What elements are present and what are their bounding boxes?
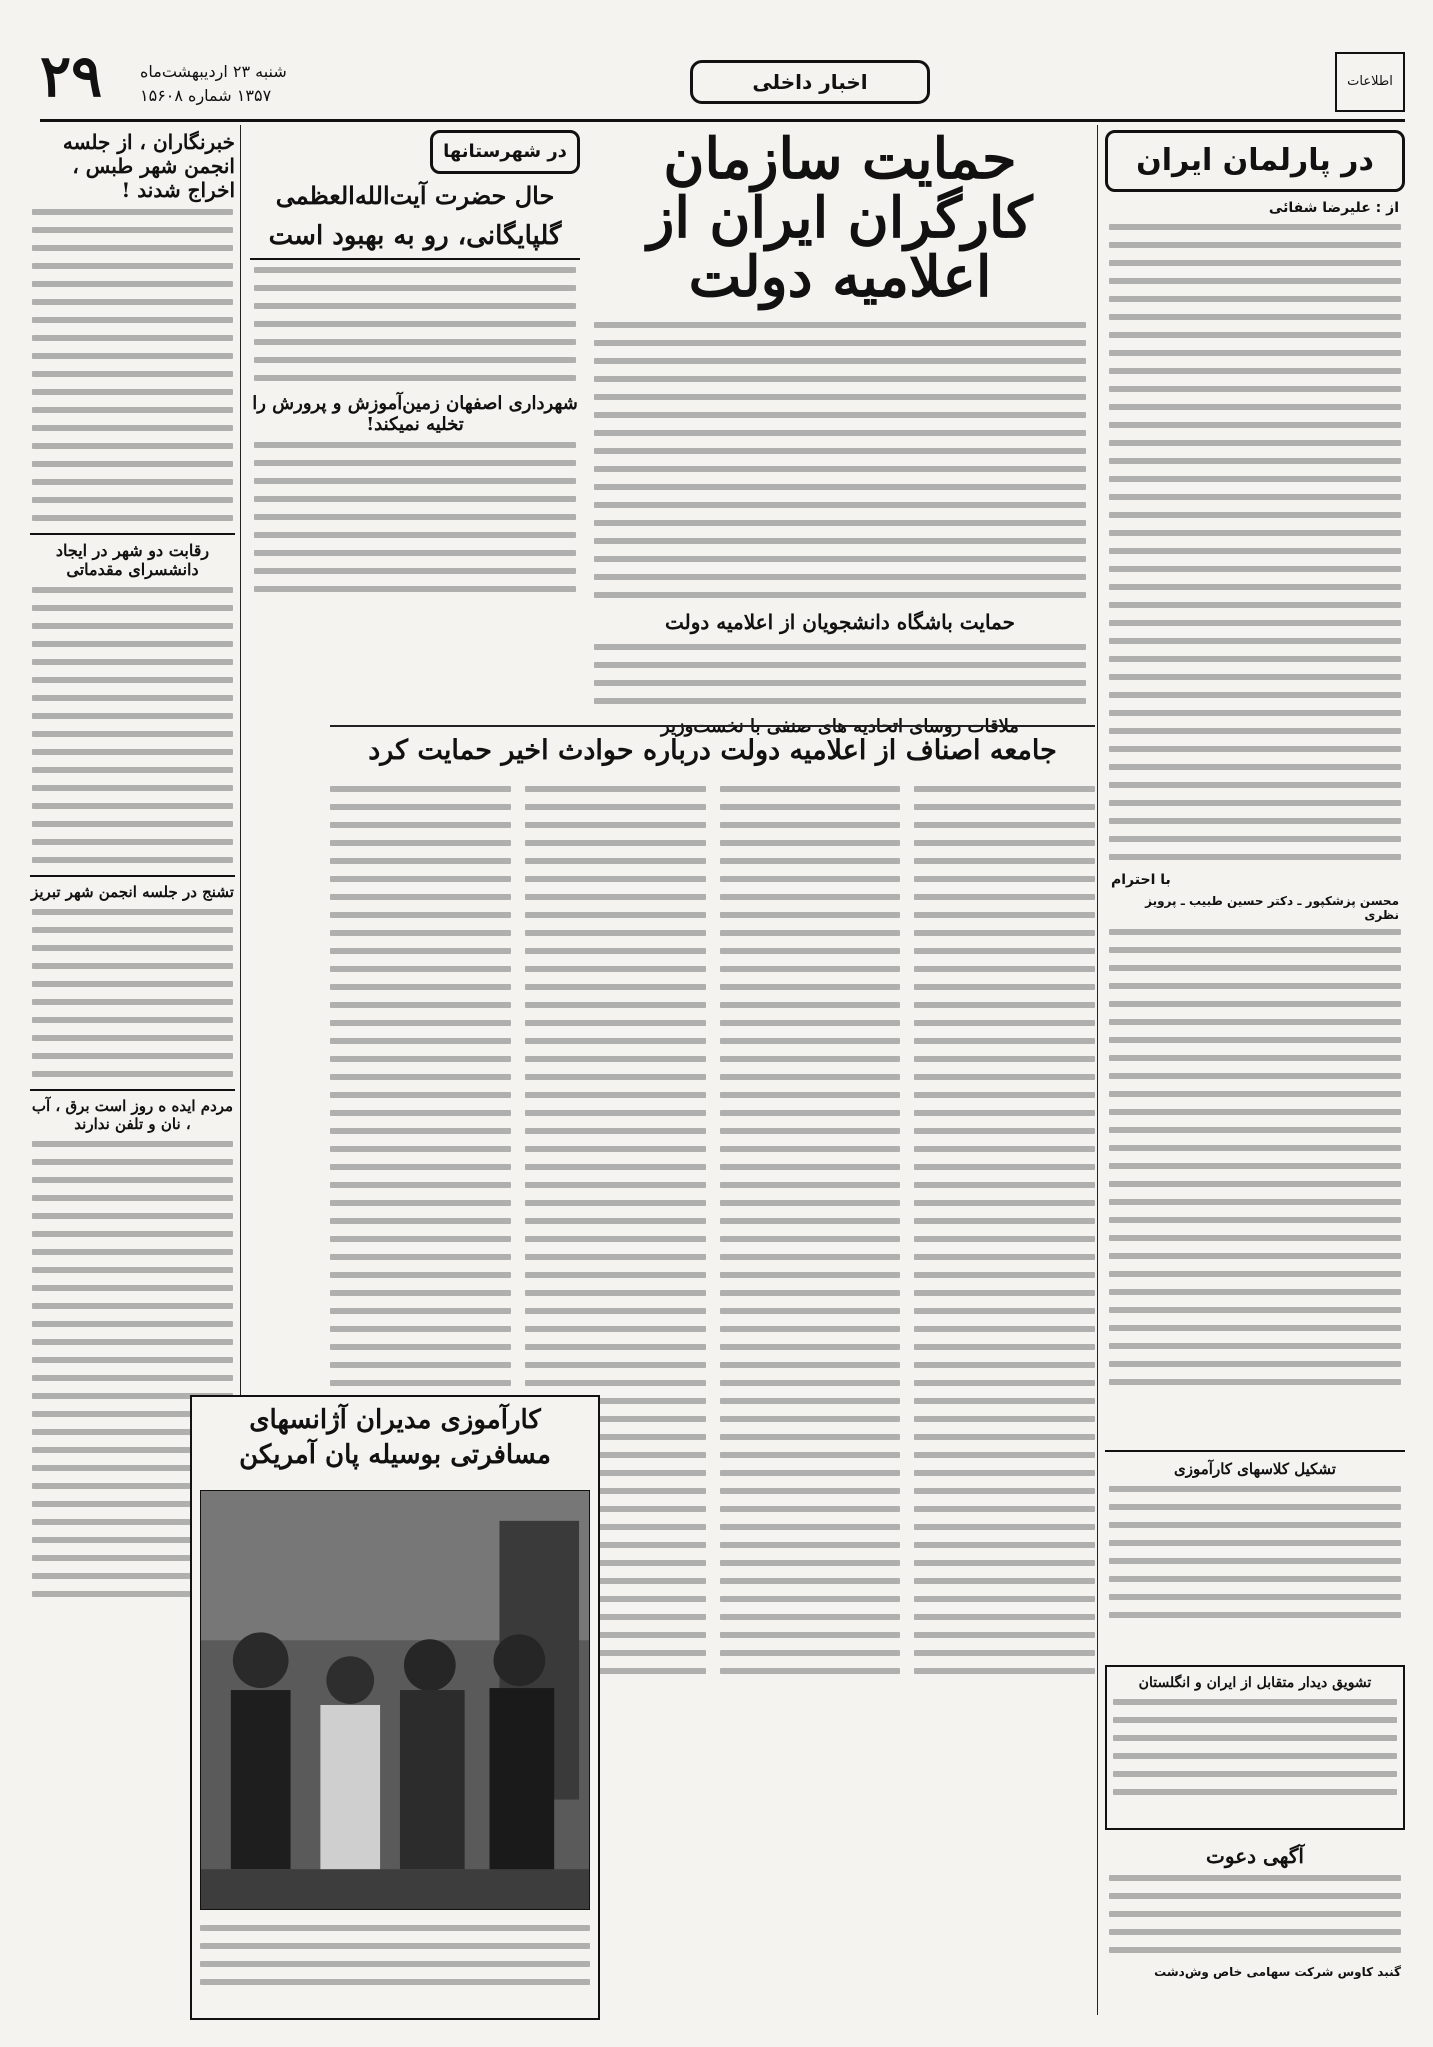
university-body xyxy=(30,587,235,863)
reporters-body xyxy=(30,209,235,521)
date-line: شنبه ۲۳ اردیبهشت‌ماه xyxy=(140,62,287,81)
notice-title: آگهی دعوت xyxy=(1206,1844,1304,1868)
lead-headline: حمایت سازمان کارگران ایران از اعلامیه دولت xyxy=(647,126,1033,310)
classes-article xyxy=(1105,1450,1405,1660)
training-caption xyxy=(200,1918,590,2013)
lead-body xyxy=(590,322,1090,598)
section-title: اخبار داخلی xyxy=(690,60,930,104)
britain-article xyxy=(1105,1665,1405,1830)
reporters-headline: خبرنگاران ، از جلسه انجمن شهر طبس ، اخراج شدند ! xyxy=(62,130,235,202)
rule-right xyxy=(1097,125,1098,2015)
provinces-body-2 xyxy=(250,442,580,592)
tabriz-body xyxy=(30,909,235,1077)
guilds-col-2 xyxy=(720,779,901,1686)
rule-guilds xyxy=(330,725,1095,727)
page-number: ۲۹ xyxy=(40,42,103,110)
utilities-headline: مردم ایده ه روز است برق ، آب ، نان و تلفن ندارند xyxy=(30,1089,235,1133)
guilds-col-1 xyxy=(914,779,1095,1686)
britain-body xyxy=(1107,1699,1403,1795)
signature-name: محسن پزشکپور ـ دکتر حسین طبیب ـ پرویز نظری xyxy=(1145,894,1399,922)
provinces-column xyxy=(250,130,580,720)
classes-subhead: تشکیل کلاسهای کارآموزی xyxy=(1174,1460,1336,1478)
signature-label: با احترام xyxy=(1111,872,1171,888)
provinces-headline-2: گلپایگانی، رو به بهبود است xyxy=(250,221,580,260)
students-body xyxy=(590,644,1090,704)
lead-story xyxy=(590,126,1090,720)
notice-footer: گنبد کاوس شرکت سهامی خاص وش‌دشت xyxy=(1154,1965,1401,1979)
notice-article xyxy=(1105,1840,1405,2020)
provinces-box: در شهرستانها xyxy=(430,130,580,174)
training-headline-1: کارآموزی مدیران آژانسهای xyxy=(249,1405,541,1435)
newspaper-logo: اطلاعات xyxy=(1335,52,1405,112)
issue-line: ۱۳۵۷ شماره ۱۵۶۰۸ xyxy=(140,86,272,105)
classes-body xyxy=(1105,1486,1405,1618)
training-caption-body xyxy=(200,1925,590,1985)
notice-body xyxy=(1105,1875,1405,1953)
provinces-headline-1: حال حضرت آیت‌الله‌العظمی xyxy=(275,181,555,210)
tabriz-headline: تشنج در جلسه انجمن شهر تبریز xyxy=(30,875,235,901)
students-headline: حمایت باشگاه دانشجویان از اعلامیه دولت xyxy=(665,610,1015,635)
provinces-body xyxy=(250,267,580,381)
provinces-subhead: شهرداری اصفهان زمین‌آموزش و پرورش را تخلیه نمیکند! xyxy=(252,392,578,435)
training-photo xyxy=(200,1490,590,1910)
parliament-column xyxy=(1105,130,1405,1450)
training-headline-2: مسافرتی بوسیله پان آمریکن xyxy=(239,1440,551,1471)
parliament-author: از : علیرضا شفائی xyxy=(1268,200,1399,216)
guilds-headline: جامعه اصناف از اعلامیه دولت درباره حوادث اخیر حمایت کرد xyxy=(368,735,1057,766)
parliament-body xyxy=(1105,224,1405,860)
parliament-body-2 xyxy=(1105,929,1405,1385)
britain-headline: تشویق دیدار متقابل از ایران و انگلستان xyxy=(1138,1675,1372,1691)
photo-graphic xyxy=(201,1491,589,1909)
date-block xyxy=(140,60,340,108)
parliament-title: در پارلمان ایران xyxy=(1105,130,1405,192)
university-headline: رقابت دو شهر در ایجاد دانشسرای مقدماتی xyxy=(30,533,235,579)
page-header xyxy=(40,42,1405,122)
